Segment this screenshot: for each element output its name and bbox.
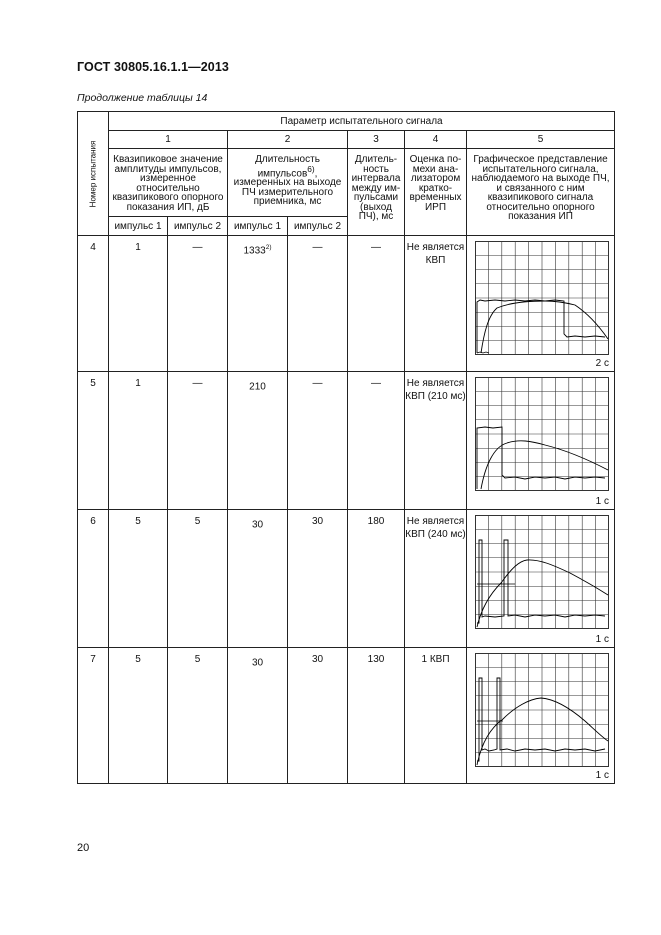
duration-pulse-2: 30: [288, 648, 348, 784]
col2-description: Длительность импульсов$^{6)}$, измеренных на выходе ПЧ измерительного приемника, мс: [228, 149, 348, 217]
test-number: 7: [78, 648, 109, 784]
test-number: 6: [78, 510, 109, 648]
scope-grid: [475, 377, 609, 491]
amplitude-pulse-2: —: [168, 236, 228, 372]
oscilloscope-trace: [475, 377, 609, 491]
page-number: 20: [77, 842, 90, 854]
column-number-4: 4: [405, 131, 467, 149]
duration-pulse-1: 30: [228, 648, 288, 784]
table-row: [78, 236, 615, 372]
test-number: 4: [78, 236, 109, 372]
column-number-1: 1: [109, 131, 228, 149]
document-title: ГОСТ 30805.16.1.1—2013: [77, 60, 229, 74]
interval: 180: [348, 510, 405, 648]
interval: —: [348, 236, 405, 372]
oscilloscope-trace: [475, 515, 609, 629]
column-number-2: 2: [228, 131, 348, 149]
col4-description: Оценка помехи анализатором кратковременных ИРП: [405, 149, 467, 236]
if-output-pulse: [477, 678, 605, 761]
parameter-header: Параметр испытательного сигнала: [109, 112, 615, 131]
test-signal-table: [77, 111, 615, 784]
amplitude-pulse-1: 1: [109, 236, 168, 372]
col1-description: Квазипиковое значение амплитуды импульсов, измеренное относительно квазипикового опорного показания ИП, дБ: [109, 149, 228, 217]
analyzer-evaluation: Не является КВП (210 мс): [405, 372, 467, 510]
time-scale-label: 1 с: [595, 770, 610, 781]
subheader-pulse-2: импульс 2: [168, 217, 228, 236]
quasi-peak-curve: [481, 301, 608, 353]
oscilloscope-trace: [475, 241, 609, 355]
column-number-5: 5: [467, 131, 615, 149]
column-number-3: 3: [348, 131, 405, 149]
duration-pulse-1: 210: [228, 372, 288, 510]
table-row: [78, 510, 615, 648]
table-row: [78, 372, 615, 510]
test-number: 5: [78, 372, 109, 510]
col3-description: Длительность интервала между импульсами (выход ПЧ), мс: [348, 149, 405, 236]
analyzer-evaluation: Не является КВП: [405, 236, 467, 372]
time-scale-label: 2 с: [595, 358, 610, 369]
duration-pulse-1: 1333$^{2)}$: [228, 236, 288, 372]
time-scale-label: 1 с: [595, 496, 610, 507]
duration-pulse-2: —: [288, 372, 348, 510]
if-output-pulse: [477, 427, 605, 489]
noise-floor: [477, 352, 489, 353]
subheader-duration-pulse-2: импульс 2: [288, 217, 348, 236]
amplitude-pulse-2: 5: [168, 510, 228, 648]
oscilloscope-trace: [475, 653, 609, 767]
amplitude-pulse-2: —: [168, 372, 228, 510]
amplitude-pulse-2: 5: [168, 648, 228, 784]
analyzer-evaluation: Не является КВП (240 мс): [405, 510, 467, 648]
scope-grid: [475, 515, 609, 629]
amplitude-pulse-1: 5: [109, 648, 168, 784]
duration-pulse-2: 30: [288, 510, 348, 648]
subheader-pulse-1: импульс 1: [109, 217, 168, 236]
signal-graph-cell: [467, 648, 615, 784]
subheader-duration-pulse-1: импульс 1: [228, 217, 288, 236]
analyzer-evaluation: 1 КВП: [405, 648, 467, 784]
table-continuation-caption: Продолжение таблицы 14: [77, 92, 208, 104]
signal-graph-cell: [467, 236, 615, 372]
table-row: [78, 648, 615, 784]
signal-graph-cell: [467, 372, 615, 510]
amplitude-pulse-1: 1: [109, 372, 168, 510]
scope-grid: [475, 241, 609, 355]
col5-description: Графическое представление испытательного сигнала, наблюдаемого на выходе ПЧ, и связанного с ним квазипикового сигнала относительно опорного показания ИП: [467, 149, 615, 236]
signal-graph-cell: [467, 510, 615, 648]
duration-pulse-2: —: [288, 236, 348, 372]
interval: 130: [348, 648, 405, 784]
test-number-header: Номер испытания: [78, 112, 109, 236]
interval: —: [348, 372, 405, 510]
duration-pulse-1: 30: [228, 510, 288, 648]
amplitude-pulse-1: 5: [109, 510, 168, 648]
time-scale-label: 1 с: [595, 634, 610, 645]
